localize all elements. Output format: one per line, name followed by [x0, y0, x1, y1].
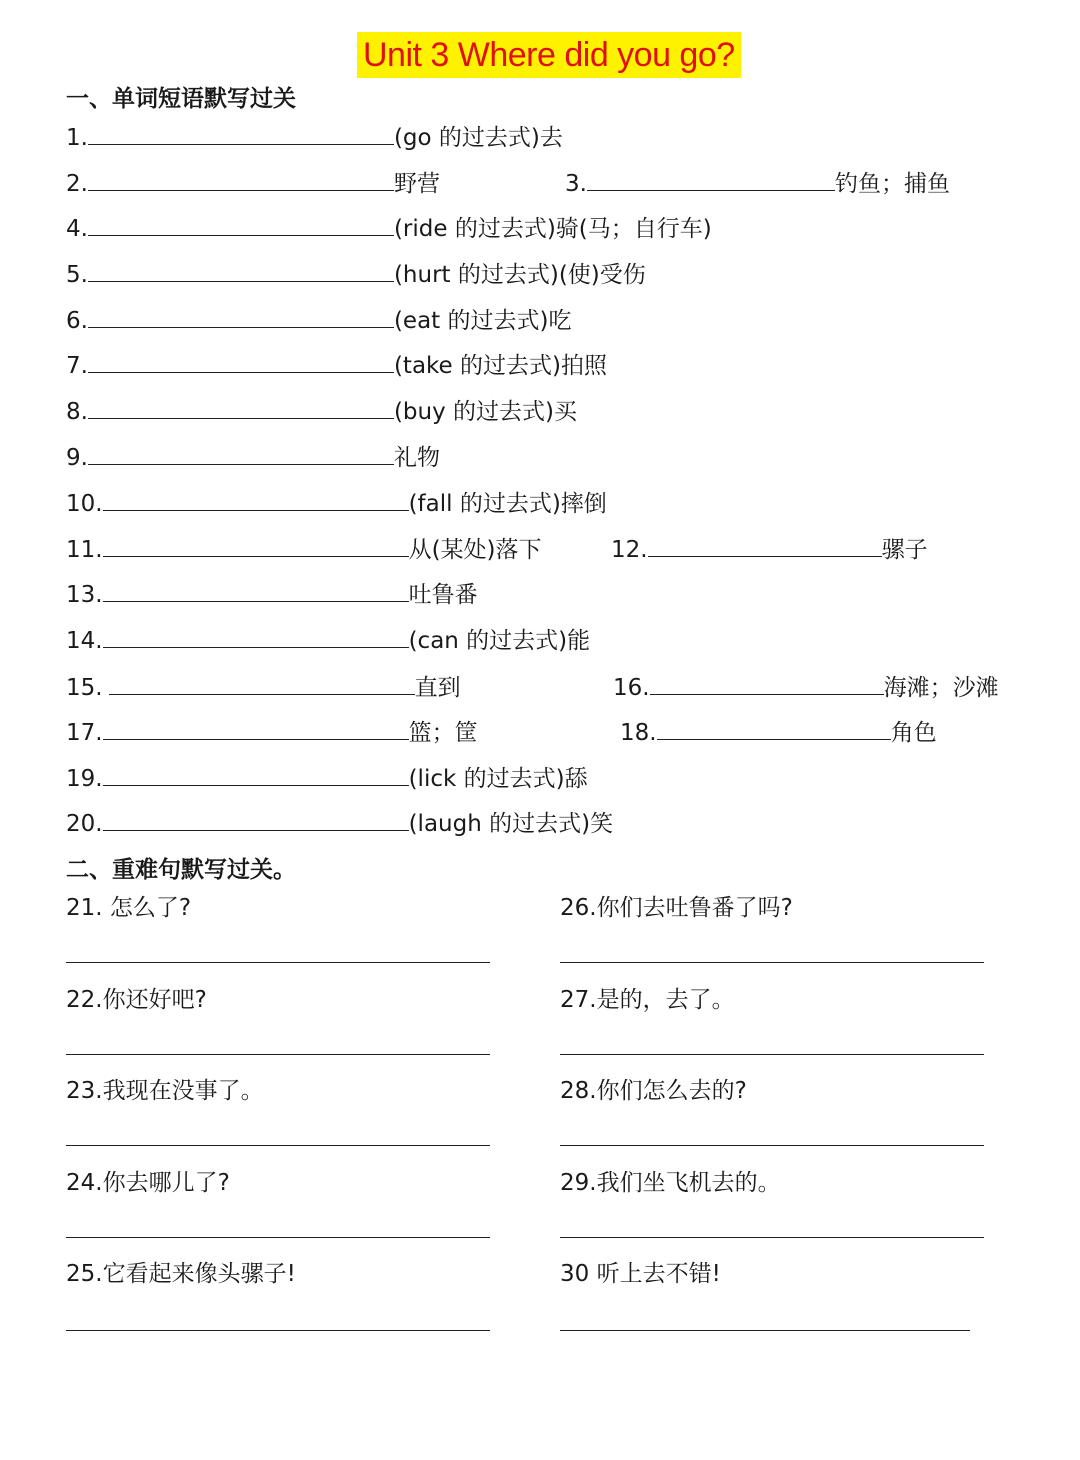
vocab-number: 4. [66, 216, 88, 242]
vocab-number: 3. [565, 171, 587, 197]
vocab-item [66, 579, 478, 610]
answer-blank[interactable] [88, 213, 394, 236]
vocab-number: 14. [66, 628, 103, 654]
vocab-number: 15. [66, 675, 103, 701]
sentence-answer-line[interactable] [560, 1054, 984, 1055]
vocab-hint: 礼物 [393, 445, 440, 471]
vocab-item [565, 168, 950, 199]
vocab-hint: 钓鱼；捕鱼 [834, 171, 950, 197]
vocab-hint: (take 的过去式)拍照 [393, 353, 607, 379]
vocab-number: 9. [66, 445, 88, 471]
vocab-item [66, 672, 461, 703]
vocab-number: 19. [66, 766, 103, 792]
answer-blank[interactable] [88, 442, 394, 465]
vocab-hint: 从(某处)落下 [408, 537, 542, 563]
answer-blank[interactable] [103, 625, 409, 648]
sentence-prompt: 22.你还好吧? [66, 987, 207, 1013]
vocab-number: 7. [66, 353, 88, 379]
sentence-prompt: 21. 怎么了? [66, 895, 192, 921]
vocab-item [613, 672, 999, 703]
vocab-item [611, 534, 928, 565]
vocab-hint: (go 的过去式)去 [393, 125, 563, 151]
vocab-item [66, 534, 542, 565]
vocab-number: 5. [66, 262, 88, 288]
vocab-hint: (fall 的过去式)摔倒 [408, 491, 607, 517]
vocab-item [66, 396, 577, 427]
answer-blank[interactable] [88, 122, 394, 145]
answer-blank[interactable] [109, 672, 415, 695]
sentence-prompt: 28.你们怎么去的? [560, 1078, 747, 1104]
sentence-answer-line[interactable] [66, 1145, 490, 1146]
vocab-item [66, 442, 440, 473]
section-1-heading: 一、单词短语默写过关 [66, 86, 296, 112]
answer-blank[interactable] [103, 534, 409, 557]
sentence-prompt: 25.它看起来像头骡子! [66, 1261, 296, 1287]
worksheet-title: Unit 3 Where did you go? [357, 32, 741, 78]
section-2-heading: 二、重难句默写过关。 [66, 857, 296, 883]
vocab-number: 8. [66, 399, 88, 425]
vocab-item [66, 488, 607, 519]
vocab-number: 18. [620, 720, 657, 746]
sentence-prompt: 27.是的，去了。 [560, 987, 735, 1013]
vocab-hint: (buy 的过去式)买 [393, 399, 577, 425]
vocab-hint: 角色 [890, 720, 937, 746]
answer-blank[interactable] [587, 168, 835, 191]
vocab-hint: 海滩；沙滩 [883, 675, 999, 701]
vocab-item [66, 808, 613, 839]
vocab-hint: (eat 的过去式)吃 [393, 308, 572, 334]
vocab-number: 17. [66, 720, 103, 746]
sentence-answer-line[interactable] [66, 962, 490, 963]
vocab-hint: (lick 的过去式)舔 [408, 766, 588, 792]
vocab-item [66, 168, 440, 199]
vocab-number: 1. [66, 125, 88, 151]
sentence-prompt: 24.你去哪儿了? [66, 1170, 230, 1196]
sentence-prompt: 30 听上去不错! [560, 1261, 721, 1287]
sentence-answer-line[interactable] [560, 1237, 984, 1238]
answer-blank[interactable] [88, 350, 394, 373]
vocab-number: 11. [66, 537, 103, 563]
vocab-number: 12. [611, 537, 648, 563]
vocab-item [66, 213, 712, 244]
vocab-number: 16. [613, 675, 650, 701]
vocab-number: 2. [66, 171, 88, 197]
answer-blank[interactable] [103, 579, 409, 602]
sentence-prompt: 23.我现在没事了。 [66, 1078, 264, 1104]
vocab-number: 20. [66, 811, 103, 837]
vocab-item [66, 350, 607, 381]
vocab-item [66, 305, 571, 336]
vocab-hint: 篮；筐 [408, 720, 478, 746]
vocab-item [66, 717, 478, 748]
sentence-answer-line[interactable] [560, 1330, 970, 1331]
answer-blank[interactable] [88, 305, 394, 328]
sentence-answer-line[interactable] [560, 1145, 984, 1146]
sentence-answer-line[interactable] [66, 1330, 490, 1331]
sentence-prompt: 26.你们去吐鲁番了吗? [560, 895, 793, 921]
vocab-hint: (hurt 的过去式)(使)受伤 [393, 262, 646, 288]
answer-blank[interactable] [650, 672, 884, 695]
vocab-hint: (ride 的过去式)骑(马；自行车) [393, 216, 712, 242]
vocab-number: 6. [66, 308, 88, 334]
sentence-prompt: 29.我们坐飞机去的。 [560, 1170, 781, 1196]
vocab-item [620, 717, 937, 748]
answer-blank[interactable] [88, 259, 394, 282]
answer-blank[interactable] [103, 763, 409, 786]
vocab-hint: 吐鲁番 [408, 582, 478, 608]
answer-blank[interactable] [88, 168, 394, 191]
answer-blank[interactable] [103, 488, 409, 511]
answer-blank[interactable] [88, 396, 394, 419]
vocab-hint: 野营 [393, 171, 440, 197]
vocab-hint: 直到 [414, 675, 461, 701]
vocab-hint: (can 的过去式)能 [408, 628, 591, 654]
vocab-hint: 骡子 [881, 537, 928, 563]
sentence-answer-line[interactable] [560, 962, 984, 963]
answer-blank[interactable] [648, 534, 882, 557]
vocab-number: 13. [66, 582, 103, 608]
vocab-item [66, 122, 563, 153]
answer-blank[interactable] [103, 717, 409, 740]
sentence-answer-line[interactable] [66, 1054, 490, 1055]
sentence-answer-line[interactable] [66, 1237, 490, 1238]
vocab-item [66, 259, 646, 290]
vocab-item [66, 763, 588, 794]
vocab-number: 10. [66, 491, 103, 517]
answer-blank[interactable] [103, 808, 409, 831]
answer-blank[interactable] [657, 717, 891, 740]
vocab-hint: (laugh 的过去式)笑 [408, 811, 614, 837]
vocab-item [66, 625, 590, 656]
